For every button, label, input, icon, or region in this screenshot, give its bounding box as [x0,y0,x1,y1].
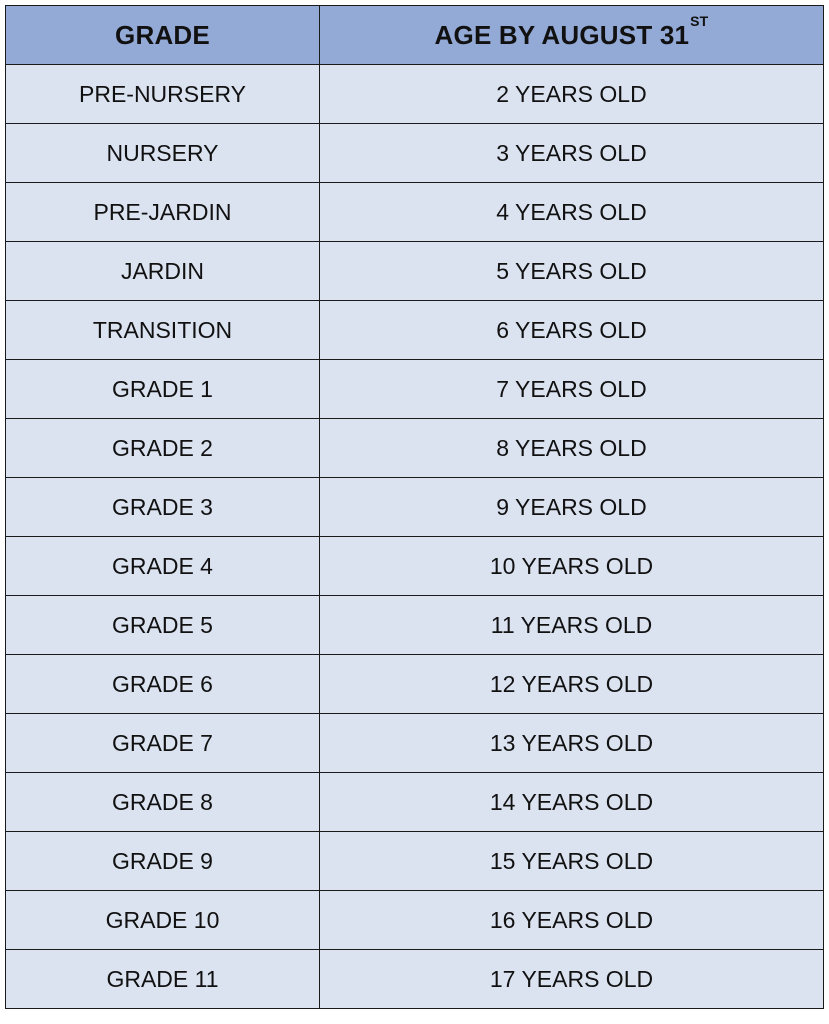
header-age [320,6,824,65]
grade-cell: GRADE 7 [6,714,320,773]
table-row [6,183,824,242]
table-row [6,419,824,478]
age-cell: 16 YEARS OLD [320,891,824,950]
table-row [6,596,824,655]
table-row [6,537,824,596]
table-row [6,773,824,832]
grade-cell: GRADE 3 [6,478,320,537]
age-cell: 10 YEARS OLD [320,537,824,596]
age-cell: 7 YEARS OLD [320,360,824,419]
age-cell: 4 YEARS OLD [320,183,824,242]
table-row [6,360,824,419]
grade-cell: GRADE 11 [6,950,320,1009]
age-cell: 8 YEARS OLD [320,419,824,478]
age-cell: 2 YEARS OLD [320,65,824,124]
grade-cell: TRANSITION [6,301,320,360]
table-row [6,242,824,301]
grade-cell: NURSERY [6,124,320,183]
table-row [6,950,824,1009]
age-cell: 14 YEARS OLD [320,773,824,832]
table-row [6,832,824,891]
grade-cell: GRADE 5 [6,596,320,655]
grade-cell: GRADE 6 [6,655,320,714]
age-cell: 6 YEARS OLD [320,301,824,360]
table-row [6,478,824,537]
grade-cell: GRADE 8 [6,773,320,832]
table-row [6,301,824,360]
table-row [6,891,824,950]
grade-cell: GRADE 9 [6,832,320,891]
age-cell: 11 YEARS OLD [320,596,824,655]
grade-cell: GRADE 2 [6,419,320,478]
header-age-text: AGE BY AUGUST 31 [434,19,690,50]
grade-cell: JARDIN [6,242,320,301]
grade-cell: PRE-NURSERY [6,65,320,124]
grade-age-table [5,5,824,1009]
age-cell: 15 YEARS OLD [320,832,824,891]
age-cell: 17 YEARS OLD [320,950,824,1009]
age-cell: 13 YEARS OLD [320,714,824,773]
grade-cell: GRADE 10 [6,891,320,950]
age-cell: 9 YEARS OLD [320,478,824,537]
age-cell: 12 YEARS OLD [320,655,824,714]
header-age-superscript: ST [690,12,709,29]
table-row [6,124,824,183]
header-grade: GRADE [6,6,320,65]
grade-cell: GRADE 4 [6,537,320,596]
table-row [6,655,824,714]
grade-cell: GRADE 1 [6,360,320,419]
grade-cell: PRE-JARDIN [6,183,320,242]
age-cell: 5 YEARS OLD [320,242,824,301]
table-header [6,6,824,65]
table-row [6,714,824,773]
table-body [6,65,824,1009]
age-cell: 3 YEARS OLD [320,124,824,183]
header-row [6,6,824,65]
table-row [6,65,824,124]
header-age-label [434,12,709,51]
